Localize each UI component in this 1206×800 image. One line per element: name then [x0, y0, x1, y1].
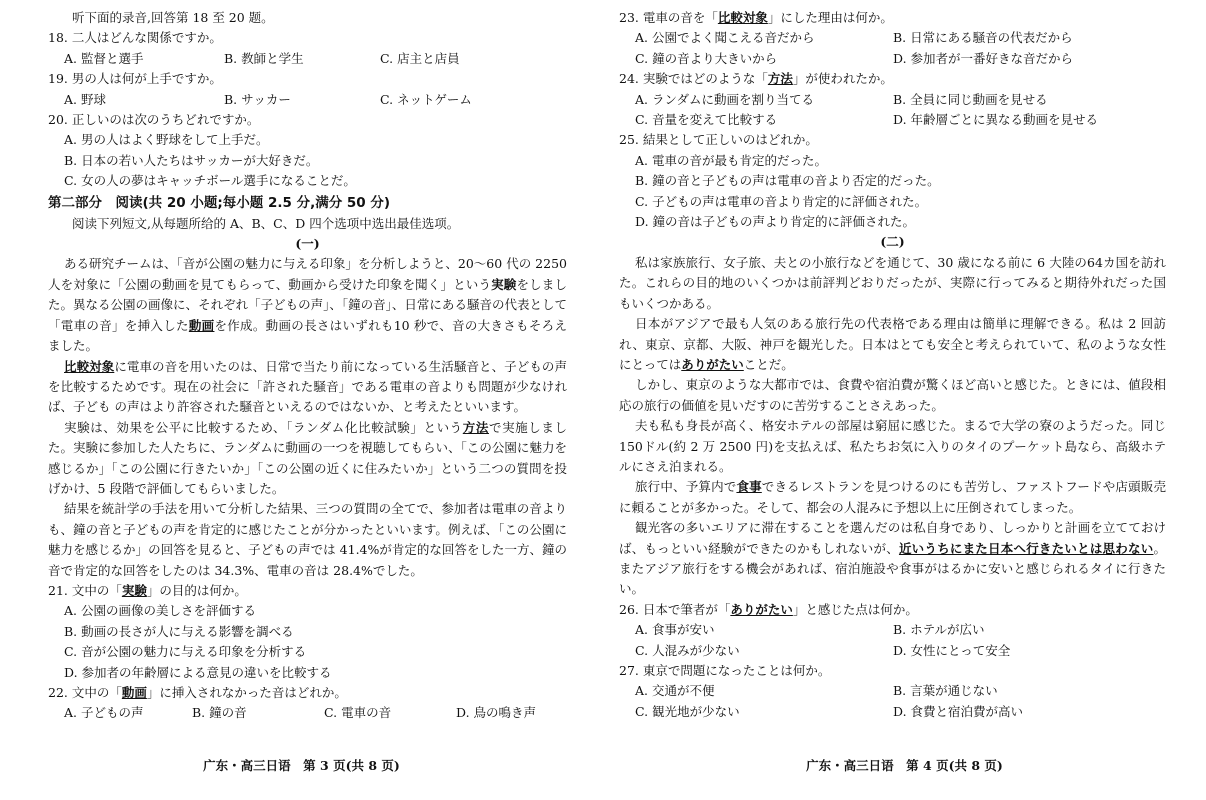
option: A. 電車の音が最も肯定的だった。	[635, 152, 827, 168]
passage-2-paragraph-1: 私は家族旅行、女子旅、夫との小旅行などを通じて、30 歳になる前に 6 大陸の64カ国を訪れた。これらの目的地のいくつかは前評判どおりだったが、実際に行ってみると期待外れだった国もいくつかある。	[619, 254, 1166, 311]
option: A. 食事が安い	[635, 622, 715, 638]
question-18-options	[48, 49, 567, 69]
keyword-not-return: 近いうちにまた日本へ行きたいとは思わない	[898, 540, 1154, 556]
option: C. 人混みが少ない	[635, 642, 740, 658]
keyword-video: 動画	[188, 317, 215, 333]
passage-1-paragraph-3: 実験は、効果を公平に比較するため、「ランダム化比較試験」という方法で実施しました。実験に参加した人たちに、ランダムに動画の一つを視聴してもらい、「この公園に魅力を感じるか」「この公園に行きたいか」「この公園の近くに住みたいか」という二つの質問を投げかけ、5 段階で評価してもらいました。	[48, 419, 567, 496]
question-23-options	[619, 28, 1166, 69]
right-page	[603, 0, 1206, 800]
option: D. 年齢層ごとに異なる動画を見せる	[893, 112, 1099, 128]
question-25: 25. 結果として正しいのはどれか。	[619, 132, 818, 148]
option: C. 音量を変えて比較する	[635, 112, 778, 128]
question-27: 27. 東京で問題になったことは何か。	[619, 663, 831, 678]
question-19: 19. 男の人は何が上手ですか。	[48, 71, 222, 87]
option: C. ネットゲーム	[380, 91, 472, 107]
option: B. 日本の若い人たちはサッカーが大好きだ。	[64, 152, 319, 168]
question-24-options	[619, 90, 1166, 131]
keyword-experiment: 実験	[491, 276, 517, 292]
keyword-meal: 食事	[736, 479, 762, 495]
page-footer-left: 广东・高三日语 第 3 页(共 8 页)	[203, 758, 400, 773]
option: A. 子どもの声	[64, 705, 144, 721]
option: A. ランダムに動画を割り当てる	[635, 91, 814, 107]
keyword-method: 方法	[462, 419, 489, 435]
option: D. 食費と宿泊費が高い	[893, 703, 1024, 719]
option: A. 男の人はよく野球をして上手だ。	[64, 132, 269, 148]
option: A. 公園の画像の美しさを評価する	[64, 603, 256, 619]
option: C. 子どもの声は電車の音より肯定的に評価された。	[635, 193, 928, 209]
question-18: 18. 二人はどんな関係ですか。	[48, 30, 222, 46]
option: B. 全員に同じ動画を見せる	[893, 91, 1048, 107]
option: B. 教師と学生	[224, 50, 304, 66]
page-footer-right: 广东・高三日语 第 4 页(共 8 页)	[806, 758, 1003, 773]
option: C. 音が公園の魅力に与える印象を分析する	[64, 644, 307, 660]
passage-2-paragraph-5: 旅行中、予算内で食事できるレストランを見つけるのにも苦労し、ファストフードや店頭販売に頼ることが多かった。そして、都会の人混みに予想以上に圧倒されてしまった。	[619, 479, 1166, 515]
passage-2-paragraph-4: 夫も私も身長が高く、格安ホテルの部屋は窮屈に感じた。まるで大学の寮のようだった。同じ 150ドル(約 2 万 2500 円)を支払えば、私たちお気に入りのタイのプーケット島なら、高級ホテルにさえ泊まれる。	[619, 418, 1166, 474]
question-26: 26. 日本で筆者が「ありがたい」と感じた点は何か。	[619, 601, 918, 617]
option: C. 観光地が少ない	[635, 703, 740, 719]
option: C. 女の人の夢はキャッチボール選手になることだ。	[64, 173, 356, 189]
option: B. ホテルが広い	[893, 622, 985, 638]
option: A. 交通が不便	[635, 683, 715, 699]
question-22-options	[48, 703, 567, 723]
passage-1-paragraph-1: ある研究チームは、「音が公園の魅力に与える印象」を分析しようと、20～60 代の 2250 人を対象に「公園の動画を見てもらって、動画から受けた印象を聞く」という実験をしました。異なる公園の画像に、それぞれ「子どもの声」、「鐘の音」、日常にある騒音の代表として「電車の音」を挿入した動画を作成。動画の長さはいずれも10 秒で、音の大きさもそろえました。	[48, 256, 567, 354]
option: B. サッカー	[224, 91, 291, 107]
option: A. 野球	[64, 91, 106, 107]
option: D. 女性にとって安全	[893, 642, 1011, 658]
option: B. 動画の長さが人に与える影響を調べる	[64, 623, 294, 639]
option: C. 店主と店員	[380, 50, 460, 66]
passage-2-title: (二)	[880, 234, 905, 250]
option: D. 参加者の年齢層による意見の違いを比較する	[64, 664, 332, 680]
passage-1-title: (一)	[295, 236, 320, 252]
question-27-options	[619, 681, 1166, 722]
option: A. 公園でよく聞こえる音だから	[635, 30, 815, 46]
option: B. 言葉が通じない	[893, 683, 998, 699]
option: A. 監督と選手	[64, 50, 144, 66]
question-23: 23. 電車の音を「比較対象」にした理由は何か。	[619, 10, 893, 25]
keyword-arigatai: ありがたい	[681, 356, 744, 372]
option: B. 鐘の音と子どもの声は電車の音より否定的だった。	[635, 173, 940, 189]
listening-intro: 听下面的录音,回答第 18 至 20 题。	[72, 10, 274, 25]
question-22: 22. 文中の「動画」に挿入されなかった音はどれか。	[48, 685, 347, 700]
passage-1-paragraph-4: 結果を統計学の手法を用いて分析した結果、三つの質問の全てで、参加者は電車の音よりも、鐘の音と子どもの声を肯定的に感じたことが分かったといいます。例えば、「この公園に魅力を感じるか」の回答を見ると、子どもの声では 41.4%が肯定的な回答をした一方、鐘の音で肯定的な回答をしたのは 34.3%、電車の音は 28.4%でした。	[48, 501, 567, 578]
option: C. 鐘の音より大きいから	[635, 50, 778, 66]
option: D. 鳥の鳴き声	[456, 705, 537, 721]
option: B. 鐘の音	[192, 705, 247, 721]
question-20: 20. 正しいのは次のうちどれですか。	[48, 112, 260, 128]
option: D. 参加者が一番好きな音だから	[893, 50, 1074, 66]
keyword-comparison: 比較対象	[64, 358, 115, 374]
question-21: 21. 文中の「実験」の目的は何か。	[48, 582, 247, 598]
passage-2-paragraph-3: しかし、東京のような大都市では、食費や宿泊費が驚くほど高いと感じた。ときには、値段相応の旅行の価値を見いだすのに苦労することさえあった。	[619, 377, 1166, 413]
passage-2-paragraph-6: 観光客の多いエリアに滞在することを選んだのは私自身であり、しっかりと計画を立てておけば、もっといい経験ができたのかもしれないが、近いうちにまた日本へ行きたいとは思わない。またアジア旅行をする機会があれば、宿泊施設や食事がはるかに安いと感じられるタイに行きたい。	[619, 520, 1166, 597]
question-26-options	[619, 620, 1166, 661]
option: B. 日常にある騒音の代表だから	[893, 30, 1073, 46]
question-24: 24. 実験ではどのような「方法」が使われたか。	[619, 71, 893, 87]
option: C. 電車の音	[324, 705, 392, 721]
section-instructions: 阅读下列短文,从每题所给的 A、B、C、D 四个选项中选出最佳选项。	[72, 215, 460, 231]
option: D. 鐘の音は子どもの声より肯定的に評価された。	[635, 214, 916, 230]
passage-2-paragraph-2: 日本がアジアで最も人気のある旅行先の代表格である理由は簡単に理解できる。私は 2 回訪れ、東京、京都、大阪、神戸を観光した。日本はとても安全と考えられていて、私のような女性にとってはありがたいことだ。	[619, 316, 1166, 372]
passage-1-paragraph-2: 比較対象に電車の音を用いたのは、日常で当たり前になっている生活騒音と、子どもの声を比較するためです。現在の社会に「許された騒音」である電車の音よりも問題が少なければ、子ども の声はより許容された騒音といえるのではないか、と考えたといいます。	[48, 358, 567, 415]
section-heading: 第二部分 阅读(共 20 小题;每小题 2.5 分,满分 50 分)	[48, 194, 391, 211]
question-19-options	[48, 90, 567, 110]
